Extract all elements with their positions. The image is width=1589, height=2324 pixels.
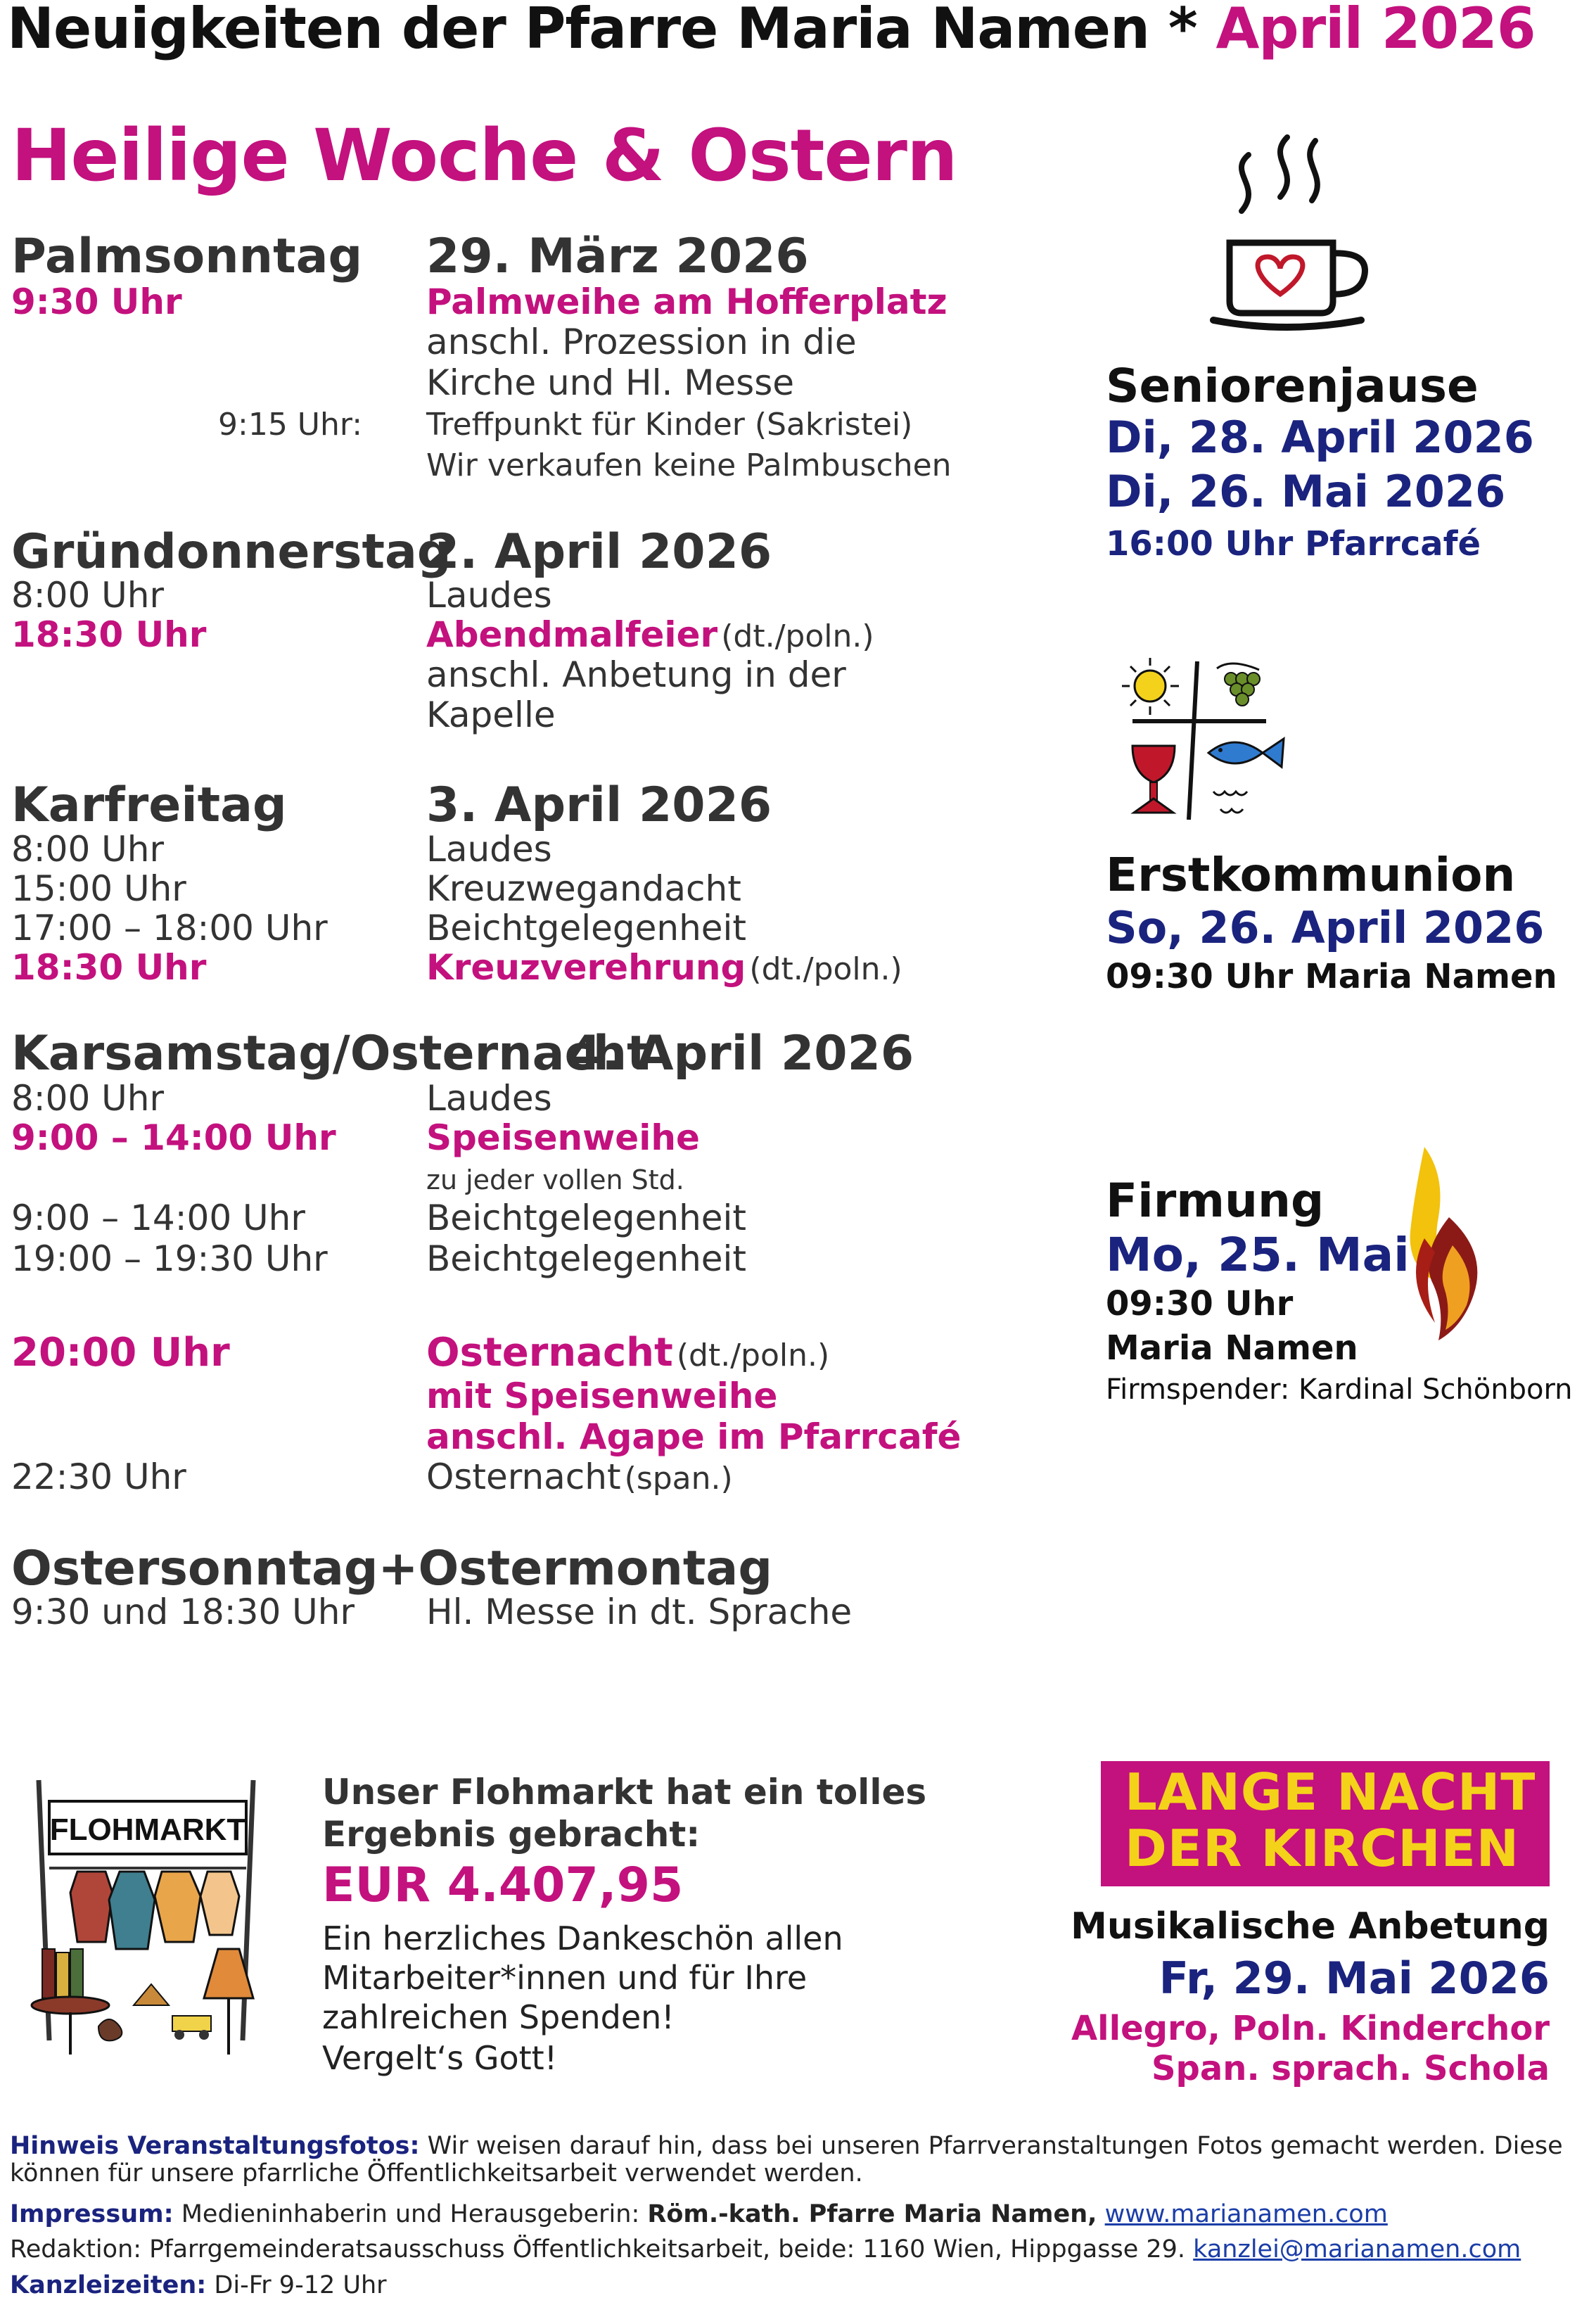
- seniorenjause-title: Seniorenjause: [1106, 359, 1479, 413]
- banner-line1: LANGE NACHT: [1125, 1763, 1536, 1822]
- karsamstag-time3: 9:00 – 14:00 Uhr: [11, 1198, 305, 1238]
- karfreitag-time1: 8:00 Uhr: [11, 829, 165, 870]
- karsamstag-time5: 20:00 Uhr: [11, 1330, 230, 1376]
- section-title: Heilige Woche & Ostern: [11, 114, 957, 198]
- karfreitag-event4-row: [426, 947, 902, 988]
- flohmarkt-thanks2: Mitarbeiter*innen und für Ihre: [322, 1959, 808, 1997]
- karsamstag-event5: Osternacht: [426, 1330, 673, 1376]
- impressum-label: Impressum:: [10, 2200, 174, 2228]
- hinweis-label: Hinweis Veranstaltungsfotos:: [10, 2132, 420, 2160]
- gruendonnerstag-event1: Laudes: [426, 575, 552, 616]
- karfreitag-time4: 18:30 Uhr: [11, 947, 207, 988]
- ostern-time: 9:30 und 18:30 Uhr: [11, 1592, 355, 1632]
- karfreitag-day: Karfreitag: [11, 777, 287, 833]
- karfreitag-time3: 17:00 – 18:00 Uhr: [11, 908, 328, 948]
- communion-icon: [1118, 654, 1294, 830]
- redaktion-text: Redaktion: Pfarrgemeinderatsausschuss Öffentlichkeitsarbeit, beide: 1160 Wien, Hippgasse 29.: [10, 2235, 1186, 2263]
- karfreitag-event3: Beichtgelegenheit: [426, 908, 747, 948]
- footer-hinweis-2: können für unsere pfarrliche Öffentlichkeitsarbeit verwendet werden.: [10, 2159, 863, 2188]
- palmsonntag-day: Palmsonntag: [11, 229, 363, 284]
- langenacht-title: Musikalische Anbetung: [1071, 1905, 1550, 1948]
- gruendonnerstag-date: 2. April 2026: [426, 524, 772, 580]
- footer-hinweis: [10, 2132, 1563, 2160]
- karsamstag-event4: Beichtgelegenheit: [426, 1238, 747, 1279]
- langenacht-line1: Allegro, Poln. Kinderchor: [1071, 2009, 1550, 2048]
- karfreitag-event2: Kreuzwegandacht: [426, 868, 741, 909]
- firmung-date: Mo, 25. Mai: [1106, 1228, 1410, 1282]
- karsamstag-event6-suffix: (span.): [624, 1461, 733, 1497]
- gruendonnerstag-event2-row: [426, 614, 874, 655]
- kanzlei-label: Kanzleizeiten:: [10, 2271, 207, 2299]
- erstkommunion-time: 09:30 Uhr Maria Namen: [1106, 957, 1557, 996]
- palmsonntag-event1: Palmweihe am Hofferplatz: [426, 281, 947, 322]
- karsamstag-event6-row: [426, 1456, 733, 1497]
- impressum-text: Medieninhaberin und Herausgeberin:: [181, 2200, 640, 2228]
- karsamstag-time4: 19:00 – 19:30 Uhr: [11, 1238, 328, 1279]
- flame-icon: [1396, 1140, 1502, 1351]
- footer-kanzlei: [10, 2271, 387, 2299]
- gruendonnerstag-time1: 8:00 Uhr: [11, 575, 165, 616]
- ostern-event: Hl. Messe in dt. Sprache: [426, 1592, 853, 1632]
- firmung-time: 09:30 Uhr: [1106, 1284, 1294, 1323]
- gruendonnerstag-line3: anschl. Anbetung in der: [426, 654, 846, 695]
- gruendonnerstag-event2-suffix: (dt./poln.): [721, 618, 874, 654]
- flohmarkt-thanks1: Ein herzliches Dankeschön allen: [322, 1919, 843, 1957]
- karfreitag-event4-suffix: (dt./poln.): [749, 951, 902, 987]
- karfreitag-time2: 15:00 Uhr: [11, 868, 186, 909]
- flohmarkt-thanks3: zahlreichen Spenden!: [322, 1998, 675, 2036]
- langenacht-line2: Span. sprach. Schola: [1151, 2049, 1550, 2088]
- karsamstag-event3: Beichtgelegenheit: [426, 1198, 747, 1238]
- seniorenjause-time: 16:00 Uhr Pfarrcafé: [1106, 524, 1481, 564]
- karsamstag-event5-suffix: (dt./poln.): [676, 1338, 830, 1373]
- email-link[interactable]: kanzlei@marianamen.com: [1193, 2235, 1521, 2263]
- erstkommunion-title: Erstkommunion: [1106, 848, 1516, 902]
- gruendonnerstag-time2: 18:30 Uhr: [11, 614, 207, 655]
- flohmarkt-line2: Ergebnis gebracht:: [322, 1814, 701, 1855]
- langenacht-date: Fr, 29. Mai 2026: [1159, 1952, 1550, 2004]
- page-title: [7, 0, 1536, 61]
- website-link[interactable]: www.marianamen.com: [1104, 2200, 1388, 2228]
- palmsonntag-time-kids: 9:15 Uhr:: [218, 407, 363, 443]
- palmsonntag-date: 29. März 2026: [426, 229, 809, 284]
- gruendonnerstag-day: Gründonnerstag: [11, 524, 452, 580]
- title-main: Neuigkeiten der Pfarre Maria Namen *: [7, 0, 1197, 61]
- erstkommunion-date: So, 26. April 2026: [1106, 902, 1545, 953]
- gruendonnerstag-line4: Kapelle: [426, 694, 556, 735]
- karsamstag-time1: 8:00 Uhr: [11, 1078, 165, 1119]
- hinweis-text: Wir weisen darauf hin, dass bei unseren Pfarrveranstaltungen Fotos gemacht werden. Diese: [427, 2132, 1563, 2160]
- karsamstag-event1: Laudes: [426, 1078, 552, 1119]
- karsamstag-time2: 9:00 – 14:00 Uhr: [11, 1117, 336, 1158]
- lange-nacht-banner: [1101, 1761, 1550, 1886]
- flohmarkt-line1: Unser Flohmarkt hat ein tolles: [322, 1772, 927, 1812]
- palmsonntag-note: Wir verkaufen keine Palmbuschen: [426, 447, 952, 483]
- palmsonntag-kids: Treffpunkt für Kinder (Sakristei): [426, 407, 913, 443]
- karsamstag-event5-line3: anschl. Agape im Pfarrcafé: [426, 1416, 962, 1457]
- karsamstag-time6: 22:30 Uhr: [11, 1456, 186, 1497]
- ostern-day: Ostersonntag+Ostermontag: [11, 1541, 772, 1596]
- seniorenjause-date1: Di, 28. April 2026: [1106, 412, 1534, 463]
- title-month: April 2026: [1215, 0, 1536, 61]
- palmsonntag-time1: 9:30 Uhr: [11, 281, 182, 322]
- karsamstag-event5-line2: mit Speisenweihe: [426, 1376, 778, 1416]
- karsamstag-event2: Speisenweihe: [426, 1117, 700, 1158]
- karfreitag-event4: Kreuzverehrung: [426, 947, 746, 988]
- karsamstag-note2: zu jeder vollen Std.: [426, 1164, 684, 1195]
- firmung-title: Firmung: [1106, 1174, 1325, 1228]
- karfreitag-date: 3. April 2026: [426, 777, 772, 833]
- flohmarkt-amount: EUR 4.407,95: [322, 1858, 684, 1913]
- karsamstag-event6: Osternacht: [426, 1456, 621, 1497]
- karfreitag-event1: Laudes: [426, 829, 552, 870]
- firmung-spender: Firmspender: Kardinal Schönborn: [1106, 1373, 1573, 1406]
- karsamstag-event5-row: [426, 1330, 829, 1376]
- footer-redaktion: [10, 2235, 1521, 2263]
- palmsonntag-line3: Kirche und Hl. Messe: [426, 362, 795, 403]
- flohmarkt-thanks4: Vergelt‘s Gott!: [322, 2039, 558, 2077]
- impressum-bold: Röm.-kath. Pfarre Maria Namen,: [647, 2200, 1097, 2228]
- flohmarkt-illustration: [28, 1773, 274, 2069]
- karsamstag-date: 4. April 2026: [568, 1026, 914, 1081]
- footer-impressum: [10, 2200, 1388, 2228]
- karsamstag-day: Karsamstag/Osternacht: [11, 1026, 650, 1081]
- firmung-place: Maria Namen: [1106, 1328, 1358, 1368]
- banner-line2: DER KIRCHEN: [1125, 1819, 1520, 1878]
- palmsonntag-line2: anschl. Prozession in die: [426, 322, 857, 362]
- seniorenjause-date2: Di, 26. Mai 2026: [1106, 466, 1506, 517]
- flohmarkt-sign-text: FLOHMARKT: [49, 1812, 246, 1847]
- coffee-cup-icon: [1210, 134, 1379, 338]
- gruendonnerstag-event2: Abendmalfeier: [426, 614, 718, 655]
- kanzlei-text: Di-Fr 9-12 Uhr: [214, 2271, 387, 2299]
